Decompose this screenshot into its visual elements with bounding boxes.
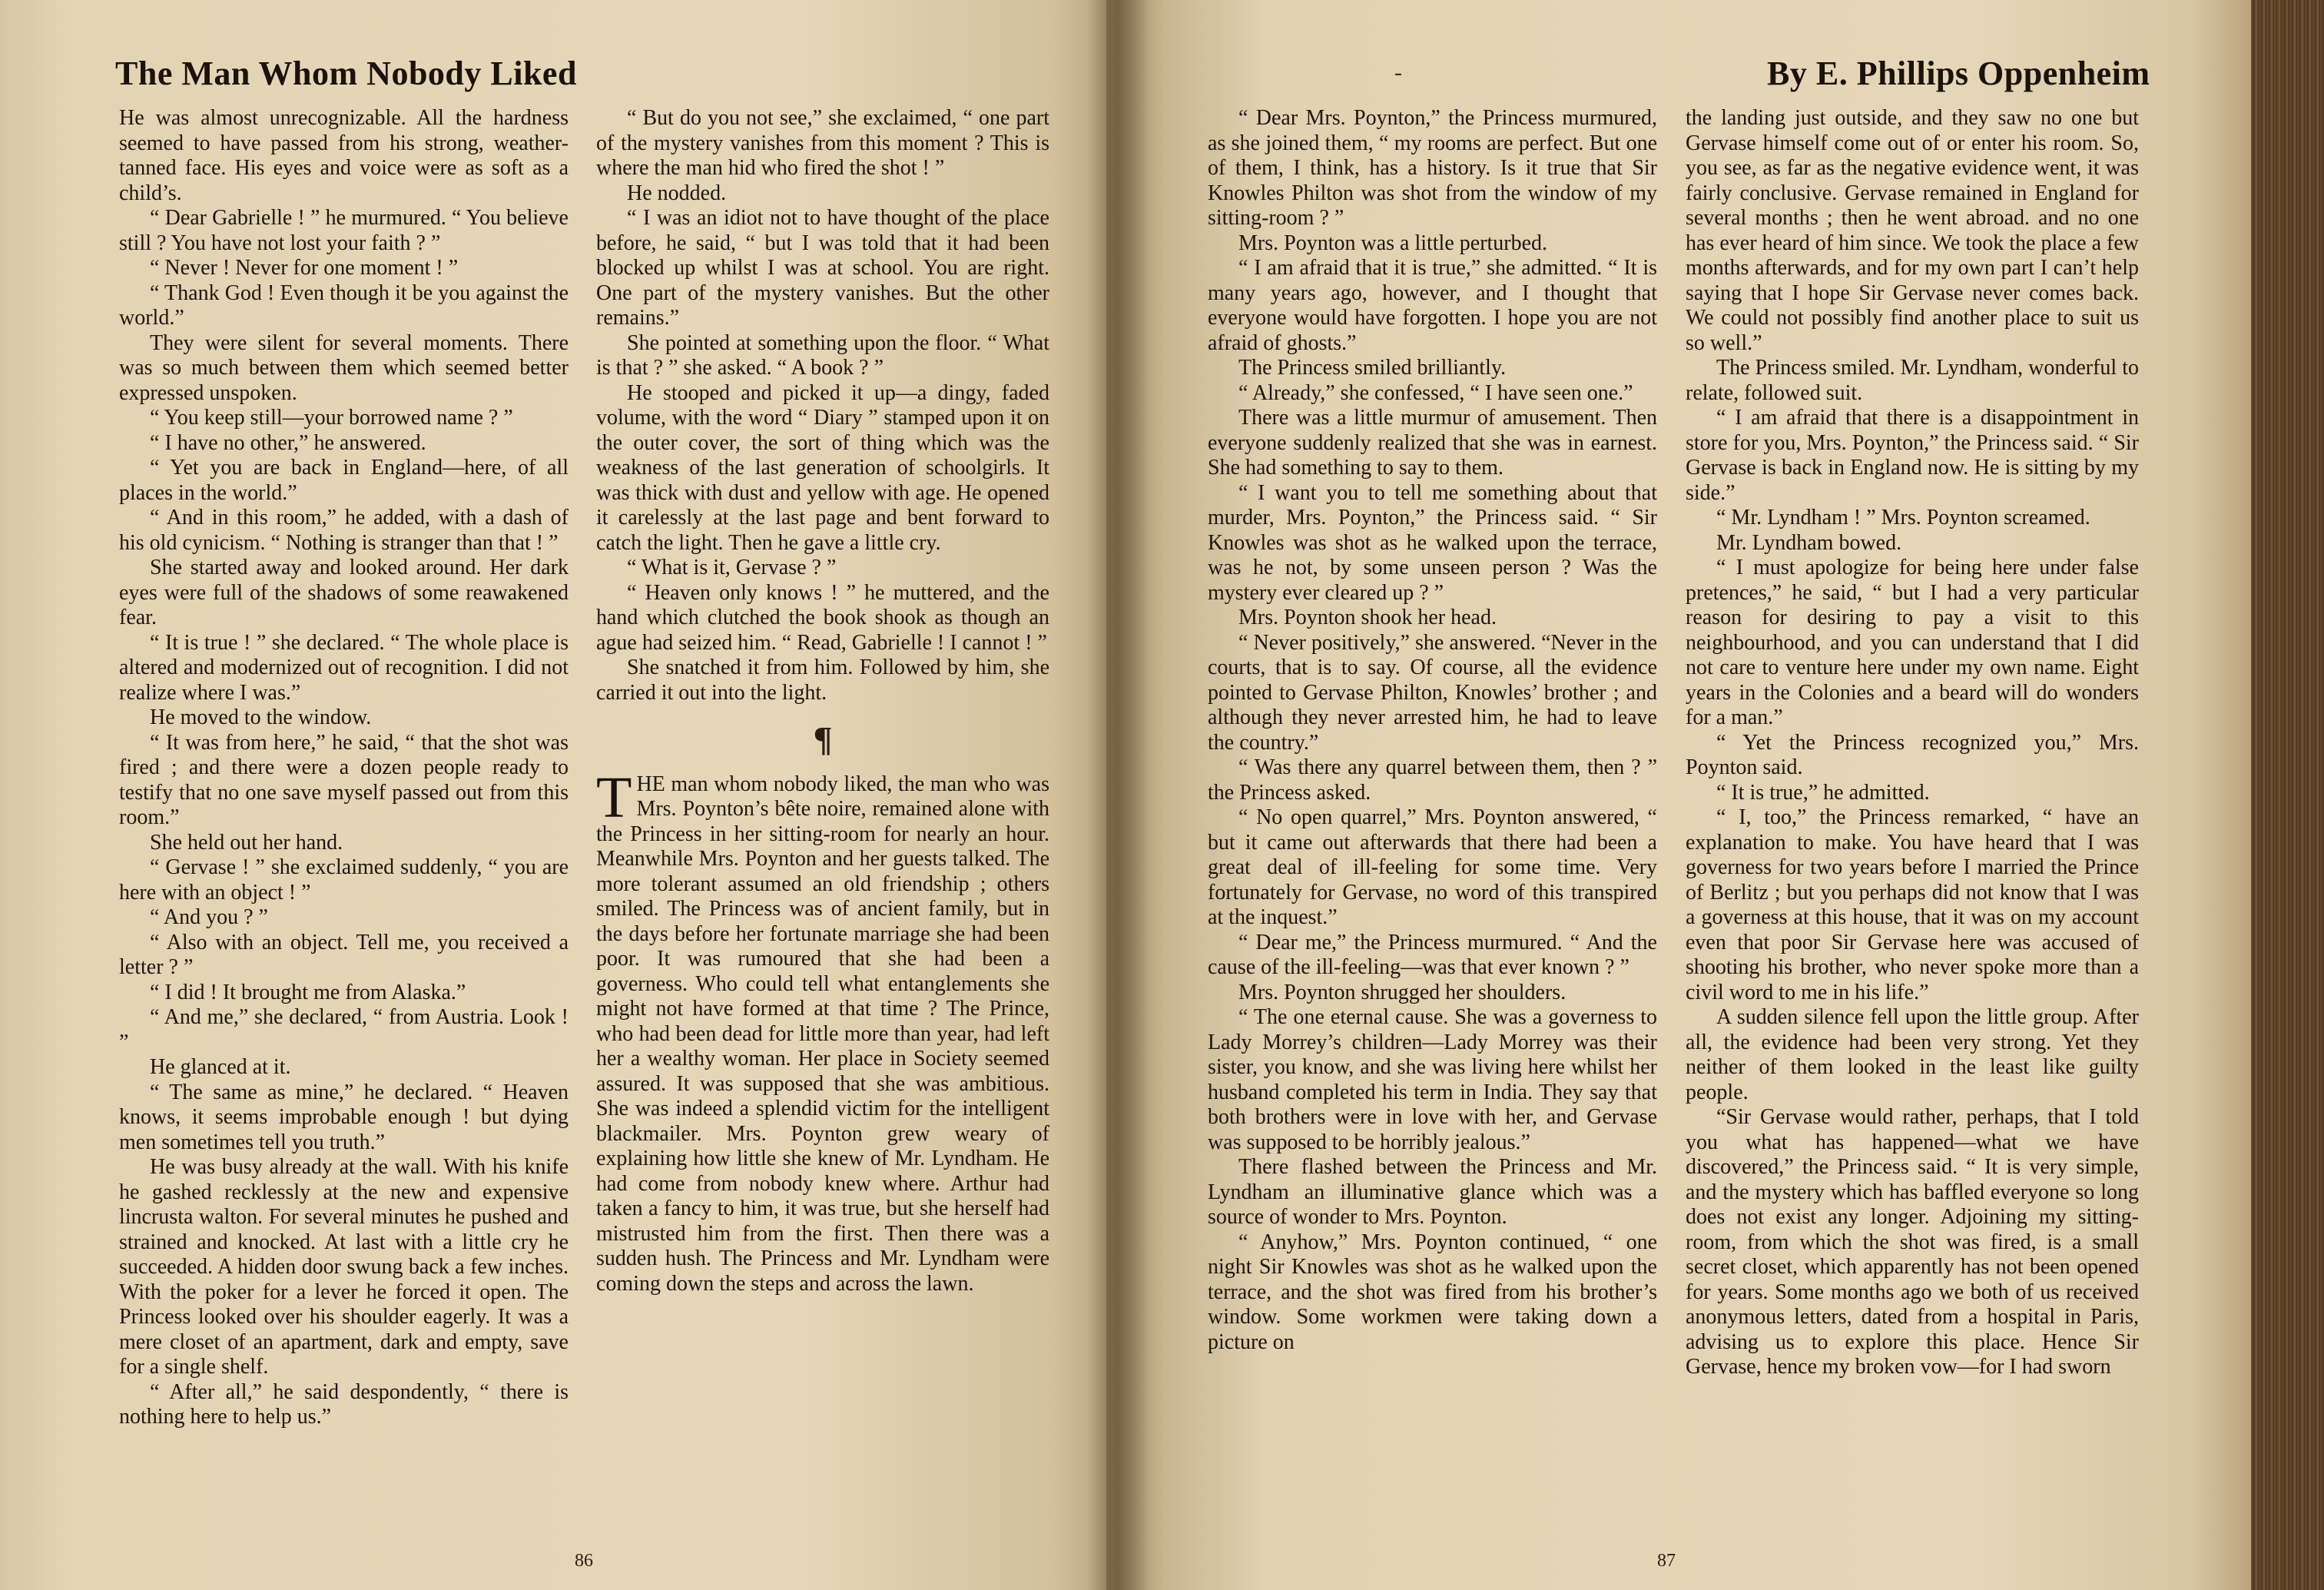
paragraph: “Sir Gervase would rather, perhaps, that I told you what has happened—what we have discovered,” the Princess said. “ It is very simple, and the mystery which has baffled everyone so long does not exist any longer. Adjoining my sitting-room, from which the shot was fired, is a small secret closet, which apparently has not been opened for years. Some months ago we both of us received anonymous letters, dated from a hospital in Paris, advising us to explore this place. Hence Sir Gervase, hence my broken vow—for I had sworn (1686, 1105, 2139, 1379)
paragraph: He nodded. (627, 181, 727, 205)
paragraph: “ I am afraid that there is a disappointment in store for you, Mrs. Poynton,” the Princess said. “ Sir Gervase is back in England now. He is sitting by my side.” (1686, 406, 2139, 505)
paragraph: “ It is true,” he admitted. (1716, 780, 1930, 805)
paragraph: He moved to the window. (150, 705, 372, 729)
paragraph: “ The one eternal cause. She was a governess to Lady Morrey’s children—Lady Morrey was their sister, you know, and she was living here whilst her husband completed his term in India. They say that both brothers were in love with her, and Gervase was supposed to be horribly jealous.” (1208, 1005, 1657, 1154)
column-2-paragraphs (596, 106, 1049, 705)
paragraph: She snatched it from him. Followed by him, she carried it out into the light. (596, 656, 1049, 705)
section-opening-paragraph (596, 765, 1049, 1297)
paragraph: “ Already,” she confessed, “ I have seen one.” (1238, 380, 1633, 405)
paragraph: “ I want you to tell me something about that murder, Mrs. Poynton,” the Princess said. “ Sir Knowles was shot as he walked upon the terrace, was he not, by some unseen person ? Was the mystery ever cleared up ? ” (1208, 480, 1657, 605)
paragraph: “ Never ! Never for one moment ! ” (150, 256, 459, 280)
paragraph: A sudden silence fell upon the little group. After all, the evidence had been very strong. Yet they neither of them looked in the least like guilty people. (1686, 1005, 2139, 1104)
paragraph: He stooped and picked it up—a dingy, faded volume, with the word “ Diary ” stamped upon it on the outer cover, the sort of thing which was the weakness of the last generation of schoolgirls. It was thick with dust and yellow with age. He opened it carelessly at the last page and bent forward to catch the light. Then he gave a little cry. (596, 380, 1049, 555)
paragraph: They were silent for several moments. There was so much between them which seemed better expressed unspoken. (119, 330, 569, 405)
paragraph: “ I have no other,” he answered. (150, 430, 426, 455)
paragraph: “ You keep still—your borrowed name ? ” (150, 406, 513, 430)
left-column-1 (119, 106, 569, 1430)
paragraph: The Princess smiled brilliantly. (1238, 356, 1507, 380)
right-page (1106, 0, 2259, 1590)
header-dash: - (1394, 60, 1402, 85)
paragraph: There flashed between the Princess and Mr. Lyndham an illuminative glance which was a source of wonder to Mrs. Poynton. (1208, 1155, 1657, 1229)
paragraph: “ But do you not see,” she exclaimed, “ one part of the mystery vanishes from this moment ? This is where the man hid who fired the shot ! ” (596, 106, 1049, 180)
paragraph: “ Gervase ! ” she exclaimed suddenly, “ you are here with an object ! ” (119, 855, 569, 905)
paragraph: Mrs. Poynton shook her head. (1238, 606, 1497, 629)
paragraph: She pointed at something upon the floor. “ What is that ? ” she asked. “ A book ? ” (596, 330, 1049, 380)
paragraph: “ Thank God ! Even though it be you against the world.” (119, 280, 569, 330)
paragraph: “ I must apologize for being here under false pretences,” he said, “ but I had a very particular reason for desiring to pay a visit to this neighbourhood, and you can understand that I did not care to venture here under my own name. Eight years in the Colonies and a beard will do wonders for a man.” (1686, 556, 2139, 729)
right-column-2 (1686, 106, 2139, 1380)
paragraph: Mrs. Poynton shrugged her shoulders. (1238, 980, 1566, 1004)
paragraph: The Princess smiled. Mr. Lyndham, wonderful to relate, followed suit. (1686, 356, 2139, 405)
paragraph: “ Heaven only knows ! ” he muttered, and the hand which clutched the book shook as though an ague had seized him. “ Read, Gabrielle ! I cannot ! ” (596, 580, 1049, 655)
paragraph: “ Dear me,” the Princess murmured. “ And the cause of the ill-feeling—was that ever known ? ” (1208, 930, 1657, 979)
paragraph: “ It was from here,” he said, “ that the shot was fired ; and there were a dozen people ready to testify that no one save myself passed out from this room.” (119, 730, 569, 829)
paragraph: “ Yet you are back in England—here, of all places in the world.” (119, 456, 569, 505)
left-page (0, 0, 1145, 1590)
book-gutter (1087, 0, 1149, 1590)
paragraph: “ Also with an object. Tell me, you received a letter ? ” (119, 930, 569, 979)
paragraph: “ The same as mine,” he declared. “ Heaven knows, it seems improbable enough ! but dying men sometimes tell you truth.” (119, 1080, 569, 1154)
paragraph: He was busy already at the wall. With his knife he gashed recklessly at the new and expensive lincrusta walton. For several minutes he pushed and strained and knocked. At last with a little cry he succeeded. A hidden door swung back a few inches. With the poker for a lever he forced it open. The Princess looked over his shoulder eagerly. It was a mere closet of an apartment, dark and empty, save for a single shelf. (119, 1155, 569, 1379)
left-column-2 (596, 106, 1049, 1296)
paragraph: the landing just outside, and they saw no one but Gervase himself come out of or enter his room. So, you see, as far as the negative evidence went, it was fairly conclusive. Gervase remained in England for several months ; then he went abroad. and no one has ever heard of him since. We took the place a few months afterwards, and for my own part I can’t help saying that I hope Sir Gervase never comes back. We could not possibly find another place to suit us so well.” (1686, 106, 2139, 355)
paragraph: He glanced at it. (150, 1055, 291, 1079)
section-opening-text: HE man whom nobody liked, the man who was Mrs. Poynton’s bête noire, remained alone with the Princess in her sitting-room for nearly an hour. Meanwhile Mrs. Poynton and her guests talked. The more tolerant assumed an old friendship ; others smiled. The Princess was of ancient family, but in the days before her fortunate marriage she had been poor. It was rumoured that she had been a governess. Who could tell what entanglements she might not have formed at that time ? The Prince, who had been dead for little more than year, had left her a wealthy woman. Her place in Society seemed assured. It was supposed that she was ambitious. She was indeed a splendid victim for the intelligent blackmailer. Mrs. Poynton grew weary of explaining how little she knew of Mr. Lyndham. He had come from nobody knew where. Arthur had taken a fancy to him, it was true, but she herself had mistrusted him from the first. Then there was a sudden hush. The Princess and Mr. Lyndham were coming down the steps and across the lawn. (596, 772, 1049, 1296)
right-page-number: 87 (1657, 1551, 1676, 1571)
paragraph: “ Was there any quarrel between them, then ? ” the Princess asked. (1208, 755, 1657, 805)
paragraph: “ I, too,” the Princess remarked, “ have an explanation to make. You have heard that I was governess for two years before I married the Prince of Berlitz ; but you perhaps did not know that I was a governess at this house, that it was on my account even that poor Sir Gervase here was accused of shooting his brother, who never spoke more than a civil word to me in his life.” (1686, 805, 2139, 1004)
paragraph: “ And me,” she declared, “ from Austria. Look ! ” (119, 1005, 569, 1054)
paragraph: “ After all,” he said despondently, “ there is nothing here to help us.” (119, 1379, 569, 1429)
paragraph: “ Never positively,” she answered. “Never in the courts, that is to say. Of course, all the evidence pointed to Gervase Philton, Knowles’ brother ; and although they never arrested him, he had to leave the country.” (1208, 630, 1657, 755)
paragraph: He was almost unrecognizable. All the hardness seemed to have passed from his strong, weather-tanned face. His eyes and voice were as soft as a child’s. (119, 106, 569, 205)
paragraph: “ Dear Gabrielle ! ” he murmured. “ You believe still ? You have not lost your faith ? ” (119, 206, 569, 255)
paragraph: Mr. Lyndham bowed. (1716, 530, 1902, 555)
left-page-number: 86 (575, 1551, 593, 1571)
paragraph: “ Anyhow,” Mrs. Poynton continued, “ one night Sir Knowles was shot as he walked upon the terrace, and the shot was fired from his brother’s window. Some workmen were taking down a picture on (1208, 1230, 1657, 1354)
drop-cap: T (596, 765, 632, 830)
paragraph: “ It is true ! ” she declared. “ The whole place is altered and modernized out of recognition. I did not realize where I was.” (119, 630, 569, 705)
page-edges (2251, 0, 2324, 1590)
paragraph: She started away and looked around. Her dark eyes were full of the shadows of some reawakened fear. (119, 556, 569, 629)
paragraph: She held out her hand. (150, 830, 343, 855)
paragraph: “ I did ! It brought me from Alaska.” (150, 980, 466, 1004)
paragraph: “ Mr. Lyndham ! ” Mrs. Poynton screamed. (1716, 506, 2090, 529)
paragraph: Mrs. Poynton was a little perturbed. (1238, 231, 1548, 255)
left-running-head: The Man Whom Nobody Liked (115, 55, 577, 92)
paragraph: “ I am afraid that it is true,” she admitted. “ It is many years ago, however, and I thought that everyone would have forgotten. I hope you are not afraid of ghosts.” (1208, 256, 1657, 355)
paragraph: “ Dear Mrs. Poynton,” the Princess murmured, as she joined them, “ my rooms are perfect. But one of them, I think, has a history. Is it true that Sir Knowles Philton was shot from the window of my sitting-room ? ” (1208, 106, 1657, 230)
paragraph: “ And in this room,” he added, with a dash of his old cynicism. “ Nothing is stranger than that ! ” (119, 506, 569, 555)
section-break-pilcrow: ¶ (813, 719, 833, 758)
paragraph: “ What is it, Gervase ? ” (627, 556, 837, 579)
paragraph: “ And you ? ” (150, 905, 268, 929)
right-column-1 (1208, 106, 1657, 1355)
right-running-head: By E. Phillips Oppenheim (1767, 55, 2150, 92)
paragraph: “ I was an idiot not to have thought of the place before, he said, “ but I was told that it had been blocked up whilst I was at school. You are right. One part of the mystery vanishes. But the other remains.” (596, 206, 1049, 330)
paragraph: “ Yet the Princess recognized you,” Mrs. Poynton said. (1686, 730, 2139, 779)
paragraph: There was a little murmur of amusement. Then everyone suddenly realized that she was in earnest. She had something to say to them. (1208, 406, 1657, 480)
paragraph: “ No open quarrel,” Mrs. Poynton answered, “ but it came out afterwards that there had been a great deal of ill-feeling for some time. Very fortunately for Gervase, no word of this transpired at the inquest.” (1208, 805, 1657, 929)
